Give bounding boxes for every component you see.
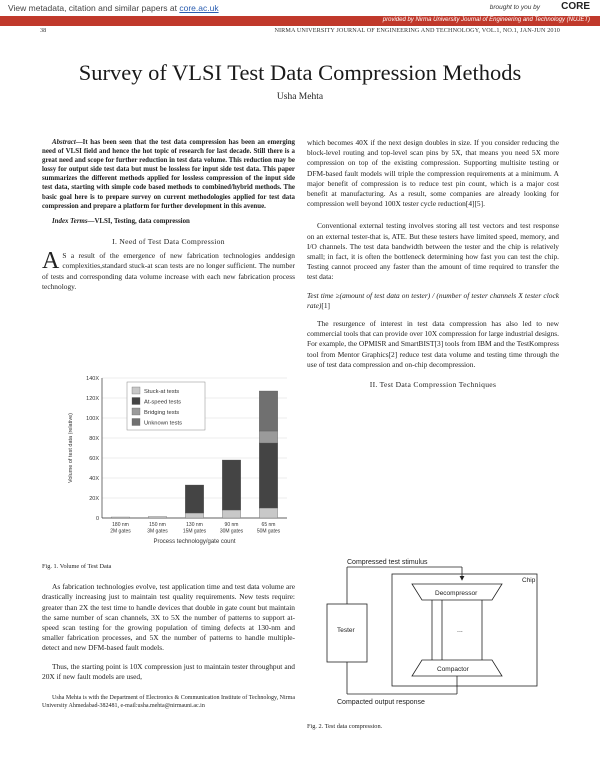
fig2-top-label: Compressed test stimulus <box>347 559 428 566</box>
metadata-link[interactable]: View metadata, citation and similar papers at core.ac.uk <box>8 3 219 13</box>
section-1-heading: I. Need of Test Data Compression <box>112 236 225 246</box>
bar-segment <box>259 431 278 443</box>
fig2-decomp-label: Decompressor <box>435 590 478 597</box>
legend-label: Stuck-at tests <box>144 389 180 395</box>
legend-label: At-speed tests <box>144 399 182 406</box>
right-column <box>307 138 559 394</box>
fig2-comp-label: Compactor <box>437 666 469 673</box>
y-tick-label: 0 <box>95 516 99 522</box>
bar-segment <box>111 517 130 518</box>
volume-chart-svg <box>42 368 295 548</box>
y-tick-label: 120X <box>86 396 99 402</box>
fig2-dots: ... <box>457 627 463 634</box>
fig2-bottom-label: Compacted output response <box>337 699 425 706</box>
x-tick-label: 15M gates <box>182 528 207 535</box>
bar-segment <box>148 517 167 519</box>
y-tick-label: 60X <box>89 456 99 462</box>
footnote: Usha Mehta is with the Department of Electronics & Communication Institute of Technology, Nirma University Ahmedabad-382481, e-mail:usha.mehta@nirmauni.ac.in <box>42 695 295 710</box>
x-tick-label: 2M gates <box>110 528 131 535</box>
section-2-heading: II. Test Data Compression Techniques <box>369 380 497 390</box>
index-terms: Index Terms—VLSI, Testing, data compression <box>52 217 190 225</box>
brought-by-text: brought to you by <box>489 4 540 11</box>
x-tick-label: 50M gates <box>256 528 281 535</box>
left-column-top <box>42 138 295 292</box>
fig1-caption: Fig. 1. Volume of Test Data <box>42 563 112 570</box>
section-1-para-2: As fabrication technologies evolve, test application time and test data volume are drastically increasing just to maintain test quality requirements. New tests require: greater than 2X the test time to handle devices that double in gate count but maintain the same number of scan channels, 3X to 5X the number of patterns to support at-speed scan testing for the growing population of timing defects at 130-nm and smaller fabrication processes, and 5X the number of patterns to handle multiple-detect and new DFM-based fault models. <box>42 582 295 653</box>
x-tick-label: 90 nm <box>224 522 239 528</box>
fig1-chart <box>42 368 295 548</box>
right-para-2: Conventional external testing involves storing all test vectors and test response on an external tester-that is, ATE. But these testers have limited speed, memory, and I/O channels. The test data bandwidth between the tester and the chip is relatively small; in fact, it is often the bottleneck determining how fast you can test the chip. Testing cannot proceed any faster than the amount of time required to transfer the test data: <box>307 221 559 282</box>
y-axis-label: Volume of test data (relative) <box>68 412 74 484</box>
abstract: Abstract—It has been seen that the test data compression has been an emerging need of VLSI field and hence the hot topic of research for last decade. Still there is a great need and scope for further reduction in test data volume. This reduction may be lossy for output side test data but must be lossless for input side test data. This paper summarizes the different methods applied for lossless compression of the input side test data, starting with simple code based methods to combined/hybrid methods. The basic goal here is to prepare survey on current methodologies applied for test data compression and prepare a platform for further development in this avenue. <box>42 139 295 210</box>
core-logo[interactable]: CORE <box>561 1 590 12</box>
core-banner <box>0 0 600 16</box>
bar-segment <box>259 391 278 431</box>
provided-by-bar[interactable]: provided by Nirma University Journal of Engineering and Technology (NUJET) <box>0 16 600 26</box>
right-para-1: which becomes 40X if the next design doubles in size. If you consider reducing the block-level routing and top-level scan pins by 5X, that means you need 5X more compression on top of the existing compression. Supporting multisite testing or DFM-based fault models will triple the compression requirements at a minimum. A major benefit of compression is to reduce test pin count, which is a major cost benefit at manufacturing. As a result, some companies are already looking for compression well beyond 100X tester cycle reduction[4][5]. <box>307 138 559 209</box>
journal-name: NIRMA UNIVERSITY JOURNAL OF ENGINEERING AND TECHNOLOGY, VOL.1, NO.1, JAN-JUN 2010 <box>274 27 560 34</box>
x-axis-label: Process technology/gate count <box>153 539 236 545</box>
y-tick-label: 20X <box>89 496 99 502</box>
bar-segment <box>185 485 204 513</box>
page-number: 38 <box>40 27 47 34</box>
x-tick-label: 3M gates <box>147 528 168 535</box>
x-tick-label: 180 nm <box>112 522 129 528</box>
y-tick-label: 80X <box>89 436 99 442</box>
legend-label: Unknown tests <box>144 420 183 427</box>
bar-segment <box>259 508 278 518</box>
y-tick-label: 40X <box>89 476 99 482</box>
legend-swatch <box>132 408 140 415</box>
legend-swatch <box>132 387 140 394</box>
bar-segment <box>222 510 241 518</box>
fig2-tester-label: Tester <box>337 627 355 634</box>
fig2-caption: Fig. 2. Test data compression. <box>307 723 383 730</box>
y-tick-label: 100X <box>86 416 99 422</box>
x-tick-label: 65 nm <box>261 522 276 528</box>
left-column-bottom <box>42 562 295 710</box>
x-tick-label: 150 nm <box>149 522 166 528</box>
legend-swatch <box>132 398 140 405</box>
x-tick-label: 130 nm <box>186 522 203 528</box>
section-1-para-3: Thus, the starting point is 10X compression just to maintain tester throughput and 20X if new fault models are used, <box>42 661 295 681</box>
section-1-para-1: A S a result of the emergence of new fabrication technologies anddesign complexities,standard stuck-at scan tests are no longer sufficient. The number of tests and corresponding data volume increase with each new fabrication process technology. <box>42 248 295 291</box>
paper-title: Survey of VLSI Test Data Compression Methods <box>78 60 522 85</box>
legend-swatch <box>132 419 140 426</box>
y-tick-label: 140X <box>86 376 99 382</box>
bar-segment <box>185 513 204 518</box>
formula: Test time ≥(amount of test data on tester) / (number of tester channels X tester clock rate)[1] <box>307 290 559 310</box>
bar-segment <box>259 443 278 508</box>
bar-segment <box>222 460 241 510</box>
paper-author: Usha Mehta <box>276 92 324 102</box>
fig2-diagram <box>307 552 559 712</box>
x-tick-label: 30M gates <box>219 528 244 535</box>
fig2-chip-label: Chip <box>522 577 536 584</box>
right-para-3: The resurgence of interest in test data compression has also led to new commercial tools that can provide over 10X compression for large industrial designs. For example, the OPMISR and SmartBIST[3] tools from IBM and the TestKompress tool from Mentor Graphics[2] reduce test data volume and testing time through the use of test data compression and on-chip decompression. <box>307 319 559 369</box>
drop-cap: A <box>42 248 60 275</box>
compression-diagram-svg <box>307 552 559 712</box>
legend-label: Bridging tests <box>144 410 180 416</box>
